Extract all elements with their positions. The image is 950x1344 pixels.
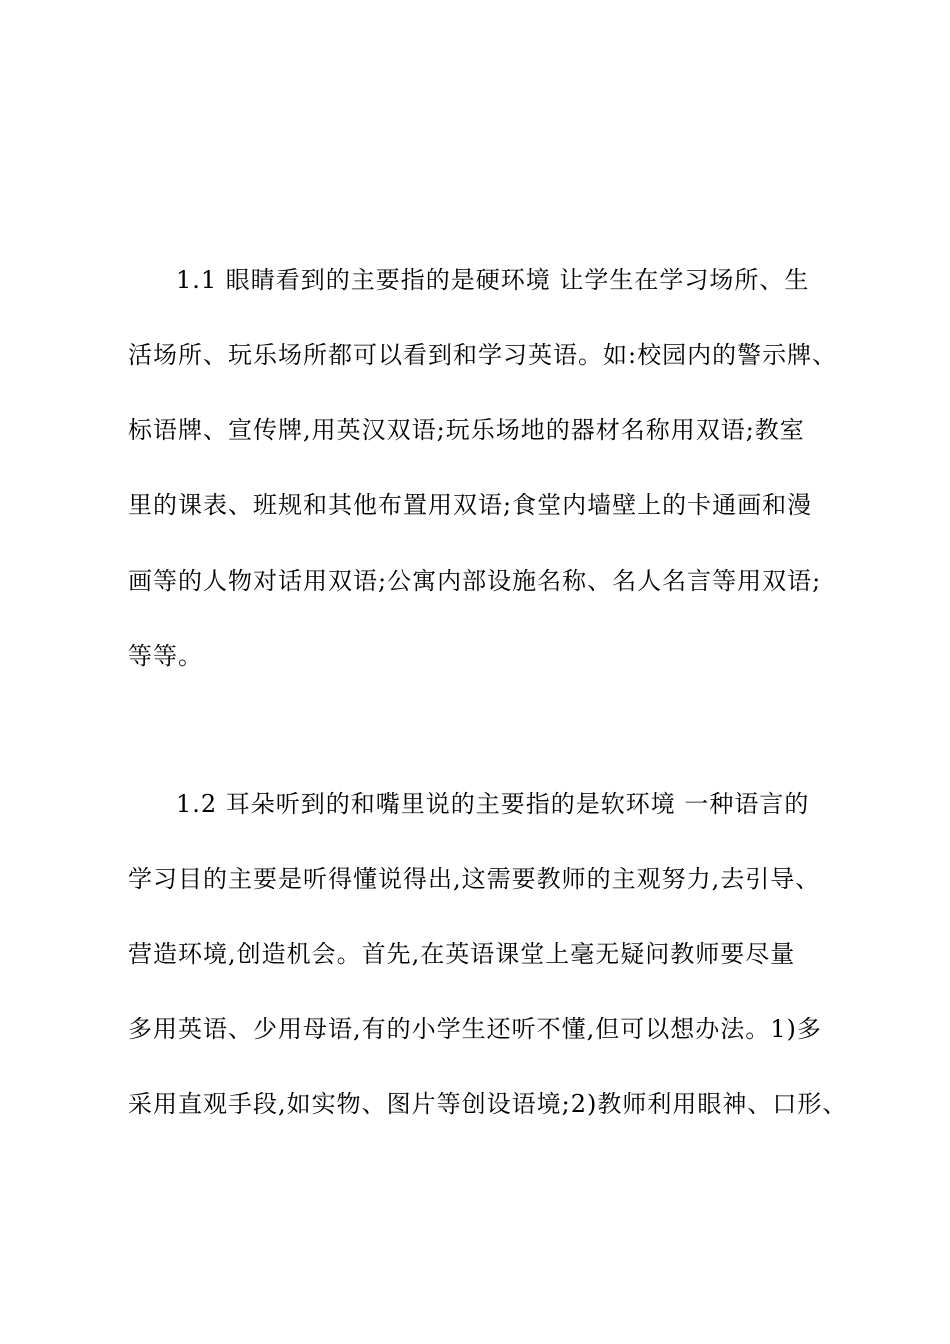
paragraph-line: 营造环境,创造机会。首先,在英语课堂上毫无疑问教师要尽量 [128, 940, 796, 968]
paragraph-line: 等等。 [128, 642, 203, 670]
paragraph-line: 1.2 耳朵听到的和嘴里说的主要指的是软环境 一种语言的 [176, 790, 810, 818]
paragraph-line: 标语牌、宣传牌,用英汉双语;玩乐场地的器材名称用双语;教室 [128, 416, 805, 444]
paragraph-line: 1.1 眼睛看到的主要指的是硬环境 让学生在学习场所、生 [176, 266, 810, 294]
paragraph-line: 里的课表、班规和其他布置用双语;食堂内墙壁上的卡通画和漫 [128, 491, 813, 519]
paragraph-line: 画等的人物对话用双语;公寓内部设施名称、名人名言等用双语; [128, 567, 822, 595]
paragraph-line: 采用直观手段,如实物、图片等创设语境;2)教师利用眼神、口形、 [128, 1090, 848, 1118]
paragraph-line: 活场所、玩乐场所都可以看到和学习英语。如:校园内的警示牌、 [128, 341, 838, 369]
paragraph-line: 学习目的主要是听得懂说得出,这需要教师的主观努力,去引导、 [128, 865, 821, 893]
paragraph-line: 多用英语、少用母语,有的小学生还听不懂,但可以想办法。1)多 [128, 1015, 822, 1043]
